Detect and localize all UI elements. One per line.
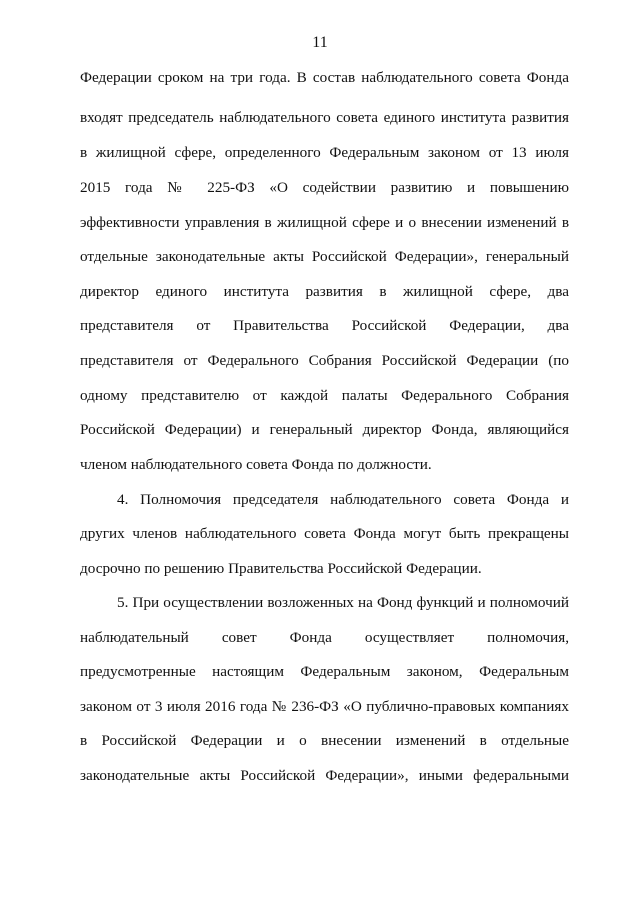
paragraph-line: эффективности управления в жилищной сфере и о внесении изменений в bbox=[80, 214, 569, 231]
paragraph-line: досрочно по решению Правительства Российской Федерации. bbox=[80, 560, 482, 577]
paragraph-line: одному представителю от каждой палаты Федерального Собрания bbox=[80, 387, 569, 404]
paragraph-line: законом от 3 июля 2016 года № 236-ФЗ «О публично-правовых компаниях bbox=[80, 698, 569, 715]
paragraph-line: отдельные законодательные акты Российской Федерации», генеральный bbox=[80, 248, 569, 265]
paragraph-line: представителя от Федерального Собрания Российской Федерации (по bbox=[80, 352, 569, 369]
paragraph-line: предусмотренные настоящим Федеральным законом, Федеральным bbox=[80, 663, 569, 680]
paragraph-line: 5. При осуществлении возложенных на Фонд функций и полномочий bbox=[117, 594, 569, 611]
paragraph-line: Российской Федерации) и генеральный директор Фонда, являющийся bbox=[80, 421, 569, 438]
paragraph-line: 2015 года № 225-ФЗ «О содействии развитию и повышению bbox=[80, 179, 569, 196]
paragraph-line: 4. Полномочия председателя наблюдательного совета Фонда и bbox=[117, 491, 569, 508]
paragraph-line: наблюдательный совет Фонда осуществляет полномочия, bbox=[80, 629, 569, 646]
paragraph-line: других членов наблюдательного совета Фонда могут быть прекращены bbox=[80, 525, 569, 542]
paragraph-line: представителя от Правительства Российской Федерации, два bbox=[80, 317, 569, 334]
page-number: 11 bbox=[312, 34, 328, 51]
paragraph-line: в Российской Федерации и о внесении изменений в отдельные bbox=[80, 732, 569, 749]
paragraph-line: директор единого института развития в жилищной сфере, два bbox=[80, 283, 569, 300]
paragraph-line: входят председатель наблюдательного совета единого института развития bbox=[80, 109, 569, 126]
paragraph-line: членом наблюдательного совета Фонда по должности. bbox=[80, 456, 432, 473]
paragraph-line: в жилищной сфере, определенного Федеральным законом от 13 июля bbox=[80, 144, 569, 161]
paragraph-line: Федерации сроком на три года. В состав наблюдательного совета Фонда bbox=[80, 69, 569, 86]
paragraph-line: законодательные акты Российской Федерации», иными федеральными bbox=[80, 767, 569, 784]
